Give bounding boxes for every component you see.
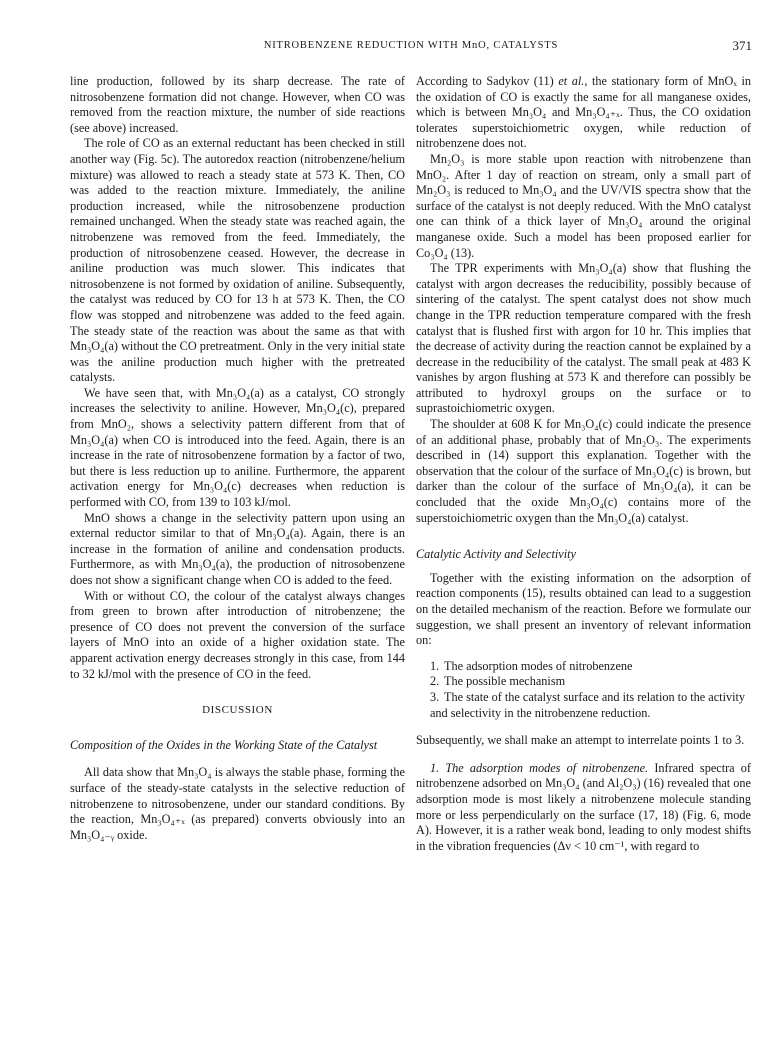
paragraph: All data show that Mn₃O₄ is always the stable phase, forming the surface of the steady-state catalysts in the selective reduction of nitrobenzene to nitrosobenzene, under our standard conditions. By the reaction, Mn₃O₄₊ₓ (as prepared) converts obviously into an Mn₃O₄₋ᵧ oxide. [70, 765, 405, 842]
numbered-list [416, 659, 751, 721]
paragraph: line production, followed by its sharp decrease. The rate of nitrosobenzene formation did not change. However, when CO was removed from the reaction mixture, the number of side reactions (see above) increased. [70, 74, 405, 135]
list-item [416, 690, 751, 721]
paragraph: Together with the existing information on the adsorption of reaction components (15), results obtained can lead to a suggestion on the detailed mechanism of the reaction. Before we formulate our suggestion, we shall present an inventory of relevant information on: [416, 570, 751, 648]
running-title: NITROBENZENE REDUCTION WITH MnO, CATALYSTS [263, 40, 559, 51]
paragraph-text: , the stationary form of MnOₓ in the oxidation of CO is exactly the same for all manganese oxides, which is between Mn₃O₄ and Mn₃O₄₊ₓ. Thus, the CO oxidation tolerates superstoichiometric oxygen, while reduction of nitrobenzene does not. [416, 74, 752, 151]
paragraph: The shoulder at 608 K for Mn₃O₄(c) could indicate the presence of an additional phase, probably that of Mn₂O₃. The experiments described in (14) support this explanation. Together with the observation that the colour of the surface of Mn₃O₄(c) is brown, but darker than the colour of the surface of Mn₃O₄(a), it can be concluded that the oxide Mn₃O₄(c) contains more of the superstoichiometric oxygen than the Mn₃O₄(a) catalyst. [416, 417, 751, 525]
paragraph-text: Infrared spectra of nitrobenzene adsorbed on Mn₃O₄ (and Al₂O₃) (16) revealed that one adsorption mode is most likely a nitrobenzene molecule standing more or less perpendicularly on the surface (17, 18) (Fig. 6, mode A). However, it is a rather weak bond, leading to only modest shifts in the vibration frequencies (Δν < 10 cm⁻¹, with regard to [416, 760, 751, 853]
subsection-heading: Catalytic Activity and Selectivity [416, 547, 576, 562]
paragraph: MnO shows a change in the selectivity pattern upon using an external reductor similar to that of Mn₃O₄(a). Again, there is an increase in the formation of aniline and condensation products. Furthermore, as with Mn₃O₄(a), the production of nitrosobenzene does not show a significant change when CO is added to the feed. [70, 510, 405, 587]
left-column [70, 74, 405, 843]
right-column [416, 74, 751, 854]
list-number: 2. [430, 674, 440, 689]
list-item [416, 659, 751, 675]
paragraph [416, 761, 751, 855]
et-al: et al. [558, 74, 585, 88]
paragraph: With or without CO, the colour of the catalyst always changes from green to brown after introduction of nitrobenzene; the presence of CO does not prevent the conversion of the surface layers of MnO into an oxide of a higher oxidation state. The apparent activation energy decreases strongly in this case, from 144 to 32 kJ/mol with the presence of CO in the feed. [70, 588, 405, 681]
list-item [416, 674, 751, 690]
paragraph: We have seen that, with Mn₃O₄(a) as a catalyst, CO strongly increases the selectivity to aniline. However, Mn₃O₄(c), prepared from MnO₂, shows a selectivity pattern different from that of Mn₃O₄(a) when CO is introduced into the feed. Again, there is an increase in the rate of nitrosobenzene formation by a factor of two, but there is less reduction up to aniline. Furthermore, the apparent activation energy for Mn₃O₄(c) decreases when reduction is performed with CO, from 139 to 103 kJ/mol. [70, 385, 405, 510]
page-number: 371 [732, 38, 752, 53]
paragraph [416, 74, 751, 152]
list-text: The state of the catalyst surface and its relation to the activity and selectivity in the nitrobenzene reduction. [430, 689, 746, 720]
paragraph: The role of CO as an external reductant has been checked in still another way (Fig. 5c). The autoredox reaction (nitrobenzene/helium mixture) was allowed to reach a steady state at 573 K. Then, CO was added to the reaction mixture. Immediately, the aniline production increased, while the nitrosobenzene production remained unchanged. When the steady state was reached again, the nitrobenzene was removed from the feed. Immediately, the production of nitrosobenzene ceased. However, the decrease in aniline production was much slower. This indicates that nitrosobenzene is not formed by oxidation of aniline. Subsequently, the catalyst was reduced by CO for 13 h at 573 K. Then, the CO flow was stopped and nitrobenzene was added to the feed again. The steady state of the reaction was about the same as that with Mn₃O₄(a) without the CO pretreatment. Only in the very initial state was the aniline production much higher with the pretreated catalysts. [70, 136, 405, 385]
citation-text: According to Sadykov (11) [416, 74, 559, 88]
paragraph: The TPR experiments with Mn₃O₄(a) show that flushing the catalyst with argon decreases the reducibility, possibly because of sintering of the catalyst. The spent catalyst does not show much change in the TPR reduction temperature compared with the fresh catalyst that is flushed first with argon for 10 hr. This implies that the decrease of activity during the reaction cannot be explained by a decrease in the reducibility of the catalyst. The small peak at 483 K vanishes by argon flushing at 573 K and therefore can possibly be attributed to hydroxyl groups on the surface or to suprastoichiometric oxygen. [416, 261, 751, 416]
subsection-heading: Composition of the Oxides in the Working State of the Catalyst [70, 737, 378, 752]
list-text: The possible mechanism [444, 674, 566, 689]
page-header [70, 40, 752, 58]
paragraph: Subsequently, we shall make an attempt to interrelate points 1 to 3. [416, 733, 745, 748]
paragraph: Mn₂O₃ is more stable upon reaction with nitrobenzene than MnO₂. After 1 day of reaction on stream, only a small part of Mn₂O₃ is reduced to Mn₃O₄ and the UV/VIS spectra show that the surface of the catalyst is not deeply reduced. With the MnO catalyst one can think of a thick layer of Mn₃O₄ around the original manganese oxide. Such a model has been proposed earlier for Co₃O₄ (13). [416, 151, 751, 260]
section-heading: DISCUSSION [202, 704, 273, 717]
list-number: 1. [430, 658, 440, 673]
paragraph-lead-heading: 1. The adsorption modes of nitrobenzene. [430, 760, 649, 775]
list-text: The adsorption modes of nitrobenzene [444, 658, 633, 673]
list-number: 3. [430, 689, 440, 704]
